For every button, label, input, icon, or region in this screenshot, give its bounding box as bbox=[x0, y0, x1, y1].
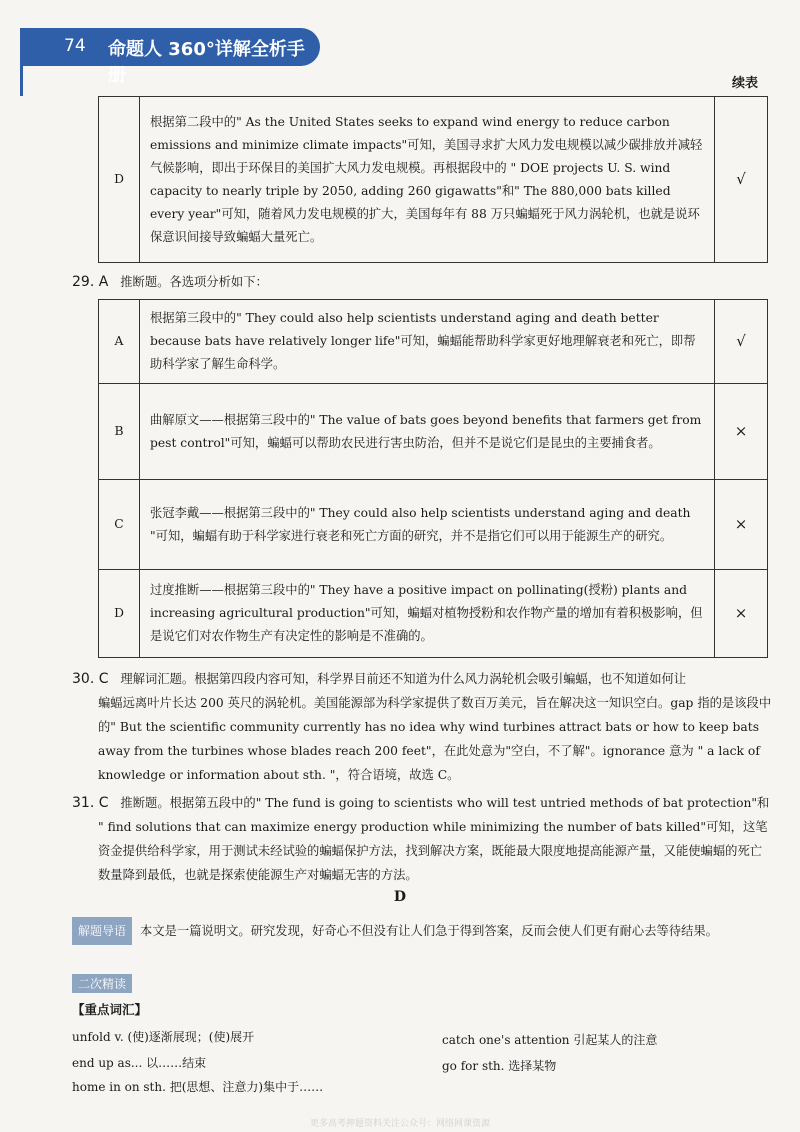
vocab-item: unfold v. (使)逐渐展现；(使)展开 bbox=[72, 1030, 255, 1044]
option-analysis: 根据第三段中的" They could also help scientists understand aging and death better because bats have relatively longer life"可知，蝙蝠能帮助科学家更好地理解衰老和死亡，即帮助科学家了解生命科学。 bbox=[140, 300, 715, 384]
q30-body: 蝙蝠远离叶片长达 200 英尺的涡轮机。美国能源部为科学家提供了数百万美元，旨在解决这一知识空白。gap 指的是该段中的" But the scientific community currently has no idea why wind turbines attract bats or how to keep bats away from the turbines whose blades reach 200 feet"，在此处意为"空白，不了解"。ignorance 意为 " a lack of knowledge or information about sth. "，符合语境，故选 C。 bbox=[98, 696, 772, 782]
reread-tag: 二次精读 bbox=[72, 974, 132, 993]
q31-line1: 推断题。根据第五段中的" The fund is going to scientists who will test untried methods of bat protection"和 bbox=[120, 796, 770, 810]
question-number: 31. C bbox=[72, 795, 109, 811]
option-letter: D bbox=[99, 97, 140, 263]
option-analysis: 根据第二段中的" As the United States seeks to expand wind energy to reduce carbon emissions and minimize climate impacts"可知，美国寻求扩大风力发电规模以减少碳排放并减轻气候影响，即出于环保目的美国扩大风力发电规模。再根据段中的 " DOE projects U. S. wind capacity to nearly triple by 2050, adding 260 gigawatts"和" The 880,000 bats killed every year"可知，随着风力发电规模的扩大，美国每年有 88 万只蝙蝠死于风力涡轮机，也就是说环保意识间接导致蝙蝠大量死亡。 bbox=[140, 97, 715, 263]
option-letter: D bbox=[99, 570, 140, 658]
vocab-item: end up as... 以……结束 bbox=[72, 1056, 207, 1070]
page-header-tab bbox=[20, 28, 320, 86]
section-title: D bbox=[393, 889, 407, 905]
wrong-mark: × bbox=[715, 480, 768, 570]
watermark-footer: 更多高考押题资料关注公众号：网络网课资源 bbox=[309, 1119, 490, 1129]
book-title: 命题人 360°详解全析手册 bbox=[108, 39, 305, 86]
wrong-mark: × bbox=[715, 570, 768, 658]
table-row bbox=[99, 570, 768, 658]
reread-tag-wrap bbox=[72, 973, 140, 993]
table-row bbox=[99, 97, 768, 263]
passage-intro bbox=[72, 917, 772, 945]
correct-mark: √ bbox=[715, 300, 768, 384]
q30-explanation bbox=[72, 667, 772, 787]
q29-table bbox=[98, 299, 768, 658]
vocab-heading: 【重点词汇】 bbox=[72, 1002, 148, 1017]
question-intro: 推断题。各选项分析如下： bbox=[120, 275, 268, 289]
header-accent-bar bbox=[20, 66, 23, 96]
continued-label: 续表 bbox=[731, 76, 758, 91]
vocab-item: go for sth. 选择某物 bbox=[442, 1059, 557, 1073]
q31-explanation bbox=[72, 791, 772, 887]
option-letter: C bbox=[99, 480, 140, 570]
wrong-mark: × bbox=[715, 384, 768, 480]
vocab-item: catch one's attention 引起某人的注意 bbox=[442, 1033, 658, 1047]
page-number: 74 bbox=[64, 36, 86, 56]
continued-table bbox=[98, 96, 768, 263]
option-analysis: 张冠李戴——根据第三段中的" They could also help scientists understand aging and death "可知，蝙蝠有助于科学家进行衰老和死亡方面的研究，并不是指它们可以用于能源生产的研究。 bbox=[140, 480, 715, 570]
table-row bbox=[99, 300, 768, 384]
guide-tag: 解题导语 bbox=[72, 917, 132, 945]
vocab-item: home in on sth. 把(思想、注意力)集中于…… bbox=[72, 1080, 324, 1094]
table-row bbox=[99, 384, 768, 480]
option-letter: B bbox=[99, 384, 140, 480]
question-number: 29. A bbox=[72, 274, 109, 290]
q30-line1: 理解词汇题。根据第四段内容可知，科学界目前还不知道为什么风力涡轮机会吸引蝙蝠，也不知道如何让 bbox=[120, 672, 687, 686]
q29-intro bbox=[72, 270, 772, 294]
option-analysis: 曲解原文——根据第三段中的" The value of bats goes beyond benefits that farmers get from pest control"可知，蝙蝠可以帮助农民进行害虫防治，但并不是说它们是昆虫的主要捕食者。 bbox=[140, 384, 715, 480]
correct-mark: √ bbox=[715, 97, 768, 263]
q31-body: " find solutions that can maximize energy production while minimizing the number of bats killed"可知，这笔资金提供给科学家，用于测试未经试验的蝙蝠保护方法，找到解决方案，既能最大限度地提高能源产量，又能使蝙蝠的死亡数量降到最低，也就是探索使能源生产对蝙蝠无害的方法。 bbox=[98, 820, 768, 882]
option-analysis: 过度推断——根据第三段中的" They have a positive impact on pollinating(授粉) plants and increasing agricultural production"可知，蝙蝠对植物授粉和农作物产量的增加有着积极影响，但是说它们对农作物生产有决定性的影响是不准确的。 bbox=[140, 570, 715, 658]
question-number: 30. C bbox=[72, 671, 109, 687]
intro-text: 本文是一篇说明文。研究发现，好奇心不但没有让人们急于得到答案，反而会使人们更有耐心去等待结果。 bbox=[140, 924, 718, 938]
option-letter: A bbox=[99, 300, 140, 384]
table-row bbox=[99, 480, 768, 570]
